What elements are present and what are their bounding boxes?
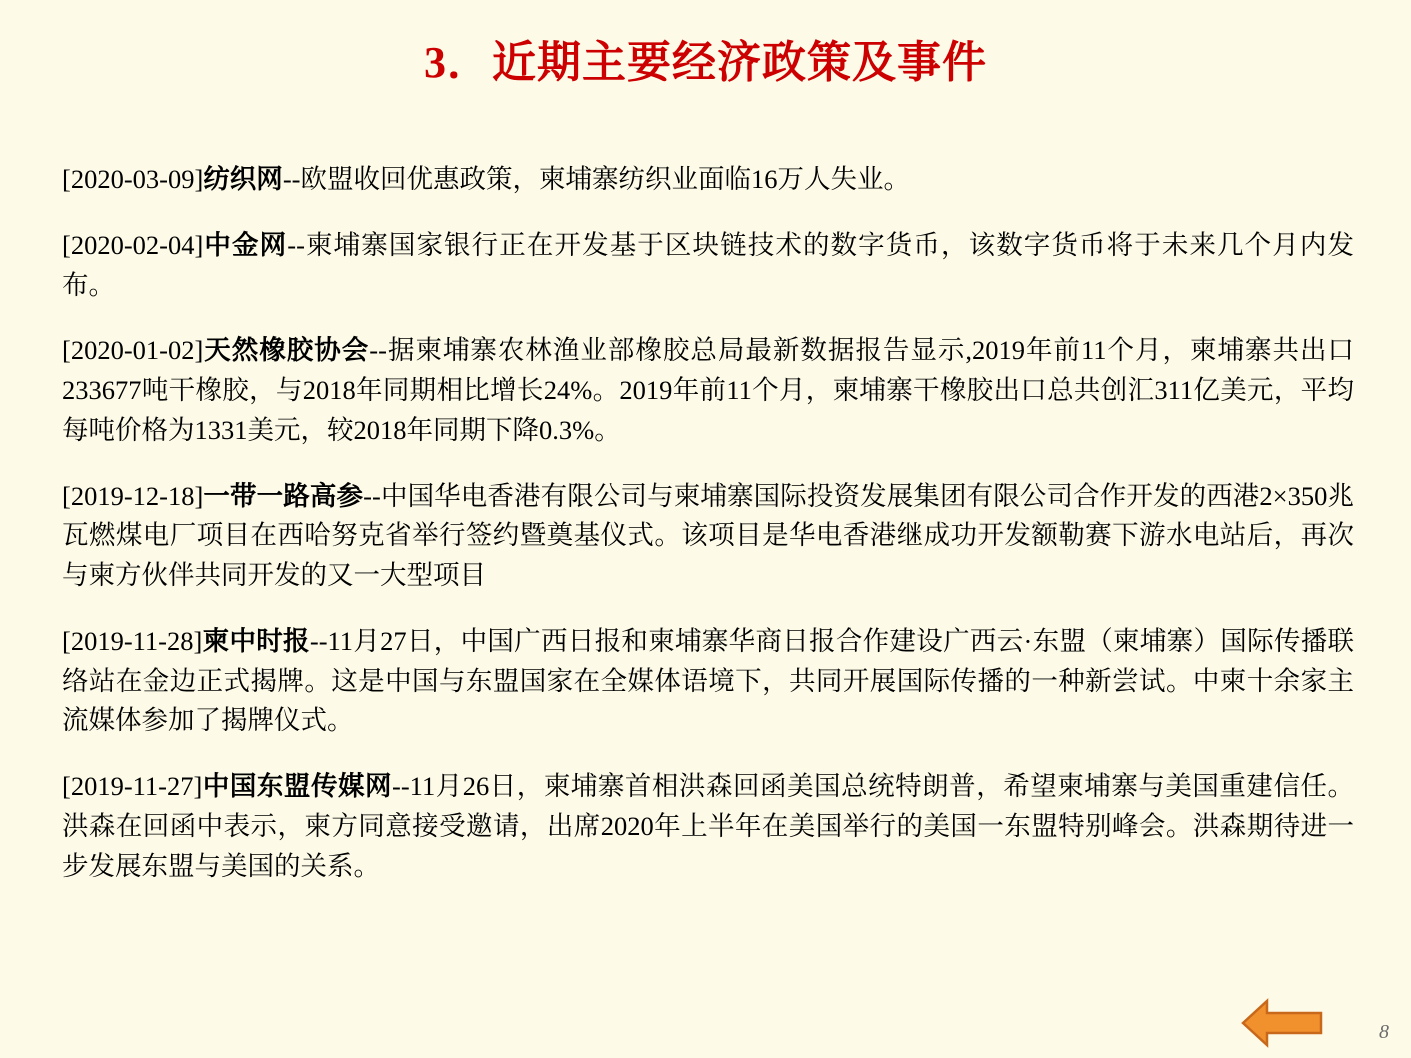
item-source: 天然橡胶协会 xyxy=(203,335,370,366)
item-text: --欧盟收回优惠政策，柬埔寨纺织业面临16万人失业。 xyxy=(282,164,910,194)
item-date: [2019-11-28] xyxy=(62,625,203,656)
item-date: [2019-11-27] xyxy=(62,771,203,801)
list-item xyxy=(62,160,1354,200)
back-arrow-icon[interactable] xyxy=(1241,996,1323,1050)
item-text: --柬埔寨国家银行正在开发基于区块链技术的数字货币，该数字货币将于未来几个月内发布。 xyxy=(62,229,1354,300)
item-source: 中金网 xyxy=(203,229,288,260)
item-text: --中国华电香港有限公司与柬埔寨国际投资发展集团有限公司合作开发的西港2×350兆瓦燃煤电厂项目在西哈努克省举行签约暨奠基仪式。该项目是华电香港继成功开发额勒赛下游水电站后，再次与柬方伙伴共同开发的又一大型项目 xyxy=(62,480,1354,590)
list-item xyxy=(62,477,1354,596)
list-item xyxy=(62,622,1354,741)
item-date: [2020-03-09] xyxy=(62,164,204,194)
list-item xyxy=(62,767,1354,886)
list-item xyxy=(62,226,1354,306)
item-text: --据柬埔寨农林渔业部橡胶总局最新数据报告显示,2019年前11个月，柬埔寨共出口233677吨干橡胶，与2018年同期相比增长24%。2019年前11个月，柬埔寨干橡胶出口总共创汇311亿美元，平均每吨价格为1331美元，较2018年同期下降0.3%。 xyxy=(62,335,1354,445)
item-date: [2020-01-02] xyxy=(62,335,204,366)
item-source: 纺织网 xyxy=(203,164,283,194)
page-number: 8 xyxy=(1379,1021,1389,1043)
item-source: 柬中时报 xyxy=(202,625,310,656)
item-source: 一带一路高参 xyxy=(203,480,364,511)
item-text: --11月26日，柬埔寨首相洪森回函美国总统特朗普，希望柬埔寨与美国重建信任。洪森在回函中表示，柬方同意接受邀请，出席2020年上半年在美国举行的美国一东盟特别峰会。洪森期待进一步发展东盟与美国的关系。 xyxy=(62,771,1355,881)
item-date: [2019-12-18] xyxy=(62,480,204,511)
page-title: 3．近期主要经济政策及事件 xyxy=(424,38,987,87)
item-source: 中国东盟传媒网 xyxy=(202,771,393,801)
news-list xyxy=(62,160,1354,912)
list-item xyxy=(62,331,1354,450)
item-date: [2020-02-04] xyxy=(62,229,204,260)
item-text: --11月27日，中国广西日报和柬埔寨华商日报合作建设广西云·东盟（柬埔寨）国际传播联络站在金边正式揭牌。这是中国与东盟国家在全媒体语境下，共同开展国际传播的一种新尝试。中柬十余家主流媒体参加了揭牌仪式。 xyxy=(62,625,1355,736)
